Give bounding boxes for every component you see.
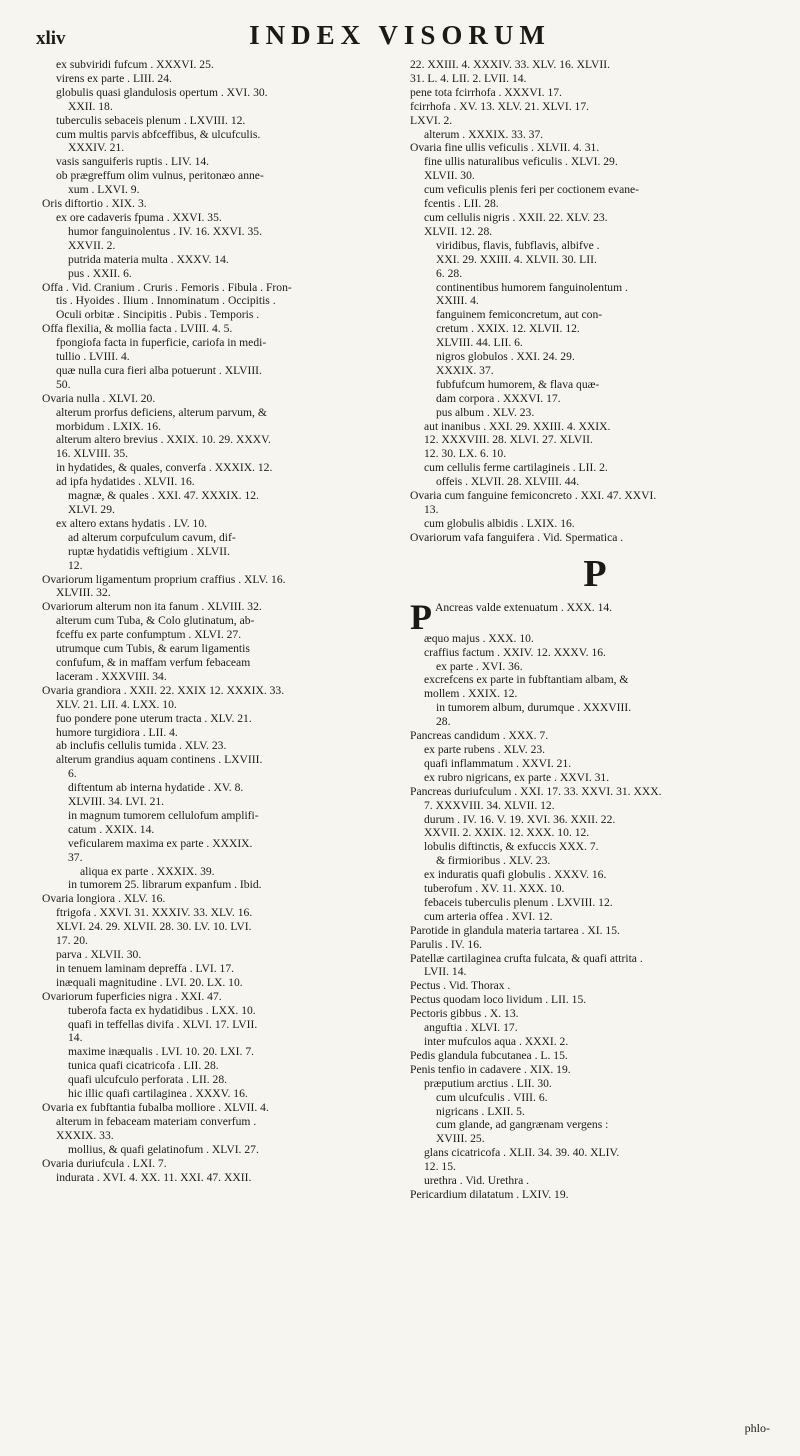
left-entry-line: ob prægreffum olim vulnus, peritonæo anne- (56, 169, 264, 183)
p-entry-line: Pedis glandula fubcutanea . L. 15. (410, 1048, 568, 1062)
left-entry-line: maxime inæqualis . LVI. 10. 20. LXI. 7. (68, 1045, 255, 1059)
right-entry-line: dam corpora . XXXVI. 17. (436, 391, 561, 405)
left-entry-line: alterum in febaceam materiam converfum . (56, 1114, 257, 1128)
left-entry-line: XLV. 21. LII. 4. LXX. 10. (56, 697, 177, 711)
p-entry-line: glans cicatricofa . XLII. 34. 39. 40. XLIV. (424, 1146, 620, 1160)
p-entry-line: excrefcens ex parte in fubftantiam albam, & (424, 673, 629, 687)
left-entry-line: XLVI. 24. 29. XLVII. 28. 30. LV. 10. LVI. (56, 920, 252, 934)
p-entry-line: nigricans . LXII. 5. (436, 1104, 525, 1118)
left-entry-line: alterum altero brevius . XXIX. 10. 29. XXXV. (56, 433, 271, 447)
drop-cap: P (410, 596, 432, 637)
left-entry-line: in hydatides, & quales, converfa . XXXIX. 12. (56, 461, 273, 475)
left-entry-line: mollius, & quafi gelatinofum . XLVI. 27. (68, 1142, 259, 1156)
left-entry-line: putrida materia multa . XXXV. 14. (68, 252, 229, 266)
left-entry-line: vasis sanguiferis ruptis . LIV. 14. (56, 155, 210, 169)
left-entry-line: ex ore cadaveris fpuma . XXVI. 35. (56, 210, 222, 224)
left-entry-line: indurata . XVI. 4. XX. 11. XXI. 47. XXII. (56, 1170, 252, 1184)
left-entry-line: Ovaria nulla . XLVI. 20. (42, 391, 156, 405)
p-entry-line: Pancreas candidum . XXX. 7. (410, 729, 549, 743)
p-entry-line: Parotide in glandula materia tartarea . XI. 15. (410, 923, 620, 937)
left-entry-line: globulis quasi glandulosis opertum . XVI. 30. (56, 85, 268, 99)
right-entry-line: fine ullis naturalibus veficulis . XLVI. 29. (424, 155, 618, 169)
left-entry-line: Offa . Vid. Cranium . Cruris . Femoris . Fibula . Fron- (42, 280, 292, 294)
left-entry-line: XXVII. 2. (68, 238, 116, 252)
right-entry-line: 13. (424, 503, 439, 516)
left-entry-line: laceram . XXXVIII. 34. (56, 669, 167, 683)
p-first-entry (410, 596, 780, 637)
right-entry-line: XLVIII. 44. LII. 6. (436, 336, 523, 350)
left-entry-line: pus . XXII. 6. (68, 266, 132, 280)
right-entry-line: 12. XXXVIII. 28. XLVI. 27. XLVII. (424, 433, 593, 447)
left-entry-line: inæquali magnitudine . LVI. 20. LX. 10. (56, 975, 243, 989)
left-entry-line: in tumorem 25. librarum expanfum . Ibid. (68, 878, 262, 892)
left-entry-line: tunica quafi cicatricofa . LII. 28. (68, 1059, 219, 1073)
running-header (28, 20, 772, 50)
p-entry-line: cum ulcufculis . VIII. 6. (436, 1090, 548, 1104)
left-entry-line: ab inclufis cellulis tumida . XLV. 23. (56, 739, 227, 753)
left-entry-line: hic illic quafi cartilaginea . XXXV. 16. (68, 1087, 248, 1101)
left-entry-line: ruptæ hydatidis veftigium . XLVII. (68, 544, 230, 558)
p-entry-line: tuberofum . XV. 11. XXX. 10. (424, 882, 565, 896)
left-entry-line: Ovariorum alterum non ita fanum . XLVIII. 32. (42, 600, 262, 614)
left-entry-line: humor fanguinolentus . IV. 16. XXVI. 35. (68, 224, 262, 238)
left-entry-line: 6. (68, 767, 77, 781)
section-p-entries (410, 632, 780, 1202)
left-entry-line: Ovariorum ligamentum proprium craffius . XLV. 16. (42, 572, 286, 586)
right-entry-line: cum veficulis plenis feri per coctionem evane- (424, 183, 640, 197)
p-entry-line: ex induratis quafi globulis . XXXV. 16. (424, 868, 607, 882)
left-entry-line: ex subviridi fufcum . XXXVI. 25. (56, 58, 214, 71)
p-entry-line: Patellæ cartilaginea crufta fulcata, & quafi attrita . (410, 951, 643, 965)
p-entry-line: Pancreas duriufculum . XXI. 17. 33. XXVI. 31. XXX. (410, 784, 662, 798)
p-entry-line: Pectus . Vid. Thorax . (410, 979, 511, 993)
p-entry-line: ex rubro nigricans, ex parte . XXVI. 31. (424, 770, 610, 784)
left-entry-line: alterum grandius aquam continens . LXVIII. (56, 753, 263, 767)
right-entry-line: cum cellulis ferme cartilagineis . LII. 2. (424, 461, 608, 475)
p-entry-line: ex parte . XVI. 36. (436, 659, 523, 673)
right-entry-line: Ovaria cum fanguine femiconcreto . XXI. 47. XXVI. (410, 489, 657, 503)
p-entry-line: febaceis tuberculis plenum . LXVIII. 12. (424, 895, 613, 909)
right-entry-line: LXVI. 2. (410, 113, 453, 127)
p-entry-line: XXVII. 2. XXIX. 12. XXX. 10. 12. (424, 826, 590, 840)
right-entry-line: fubfufcum humorem, & flava quæ- (436, 377, 600, 391)
right-entry-line: pus album . XLV. 23. (436, 405, 535, 419)
right-entry-line: Ovariorum vafa fanguifera . Vid. Spermatica . (410, 530, 624, 544)
left-entry-line: quafi in teffellas divifa . XLVI. 17. LVII. (68, 1017, 258, 1031)
left-entry-line: 17. 20. (56, 934, 88, 948)
left-entry-line: quæ nulla cura fieri alba potuerunt . XLVIII. (56, 363, 262, 377)
right-entry-line: 6. 28. (436, 266, 463, 280)
p-entry-line: Pectoris gibbus . X. 13. (410, 1007, 519, 1021)
right-entry-line: 22. XXIII. 4. XXXIV. 33. XLV. 16. XLVII. (410, 58, 610, 71)
right-entry-line: continentibus humorem fanguinolentum . (436, 280, 628, 294)
p-entry-line: Penis tenfio in cadavere . XIX. 19. (410, 1062, 571, 1076)
ovaria-continuation (410, 58, 780, 545)
left-entry-line: XXII. 18. (68, 99, 113, 113)
left-entry-line: fuo pondere pone uterum tracta . XLV. 21. (56, 711, 252, 725)
left-entry-line: 14. (68, 1031, 83, 1045)
left-entry-line: XXXIV. 21. (68, 141, 125, 155)
left-entry-line: Ovaria grandiora . XXII. 22. XXIX 12. XXXIX. 33. (42, 683, 285, 697)
p-entry-line: æquo majus . XXX. 10. (424, 631, 534, 645)
p-entry-line: XVIII. 25. (436, 1132, 485, 1146)
left-entry-line: Oris diftortio . XIX. 3. (42, 197, 147, 211)
left-column (42, 58, 412, 1184)
left-entry-line: Offa flexilia, & mollia facta . LVIII. 4. 5. (42, 322, 233, 336)
p-entry-line: LVII. 14. (424, 965, 467, 979)
p-entry-line: in tumorem album, durumque . XXXVIII. (436, 701, 632, 715)
left-entry-line: morbidum . LXIX. 16. (56, 419, 161, 433)
right-entry-line: XXXIX. 37. (436, 363, 494, 377)
right-entry-line: nigros globulos . XXI. 24. 29. (436, 350, 575, 364)
left-entry-line: cum multis parvis abfceffibus, & ulcufculis. (56, 127, 261, 141)
left-entry-line: Ovaria longiora . XLV. 16. (42, 892, 166, 906)
right-entry-line: fcirrhofa . XV. 13. XLV. 21. XLVI. 17. (410, 99, 590, 113)
left-entry-line: magnæ, & quales . XXI. 47. XXXIX. 12. (68, 489, 259, 503)
section-letter: P (583, 552, 607, 595)
right-entry-line: XLVII. 30. (424, 169, 475, 183)
right-entry-line: 31. L. 4. LII. 2. LVII. 14. (410, 71, 527, 85)
right-entry-line: fcentis . LII. 28. (424, 197, 499, 211)
p-entry-line: 28. (436, 715, 451, 729)
right-entry-line: XLVII. 12. 28. (424, 224, 493, 238)
p-entry-line: Parulis . IV. 16. (410, 937, 482, 951)
left-entry-line: utrumque cum Tubis, & earum ligamentis (56, 642, 250, 656)
left-entry-line: aliqua ex parte . XXXIX. 39. (80, 864, 215, 878)
left-entry-line: Ovariorum fuperficies nigra . XXI. 47. (42, 989, 222, 1003)
left-entry-line: confufum, & in maffam verfum febaceam (56, 655, 251, 669)
p-entry-line: 12. 15. (424, 1160, 456, 1174)
left-entry-line: tis . Hyoides . Ilium . Innominatum . Occipitis . (56, 294, 276, 308)
p-entry-line: urethra . Vid. Urethra . (424, 1174, 530, 1188)
left-entry-line: diftentum ab interna hydatide . XV. 8. (68, 781, 244, 795)
left-entry-line: Ovaria duriufcula . LXI. 7. (42, 1156, 167, 1170)
left-entry-line: virens ex parte . LIII. 24. (56, 71, 172, 85)
left-entry-line: Oculi orbitæ . Sincipitis . Pubis . Temporis . (56, 308, 260, 322)
page-number: xliv (36, 28, 66, 49)
left-entry-line: ad alterum corpufculum cavum, dif- (68, 530, 236, 544)
right-entry-line: offeis . XLVII. 28. XLVIII. 44. (436, 475, 580, 489)
p-entry-line: 7. XXXVIII. 34. XLVII. 12. (424, 798, 555, 812)
left-entry-line: XLVIII. 34. LVI. 21. (68, 795, 165, 809)
right-entry-line: fanguinem femiconcretum, aut con- (436, 308, 603, 322)
left-entry-line: ad ipfa hydatides . XLVII. 16. (56, 475, 195, 489)
left-entry-line: tullio . LVIII. 4. (56, 350, 130, 364)
right-entry-line: alterum . XXXIX. 33. 37. (424, 127, 544, 141)
left-entry-line: XLVIII. 32. (56, 586, 111, 600)
p-entry-line: cum arteria offea . XVI. 12. (424, 909, 553, 923)
right-entry-line: XXI. 29. XXIII. 4. XLVII. 30. LII. (436, 252, 597, 266)
left-entry-line: ex altero extans hydatis . LV. 10. (56, 516, 208, 530)
left-entry-line: alterum prorfus deficiens, alterum parvum, & (56, 405, 267, 419)
p-entry-line: ex parte rubens . XLV. 23. (424, 742, 546, 756)
left-entry-line: xum . LXVI. 9. (68, 183, 140, 197)
right-entry-line: pene tota fcirrhofa . XXXVI. 17. (410, 85, 562, 99)
right-entry-line: cum cellulis nigris . XXII. 22. XLV. 23. (424, 210, 608, 224)
right-entry-line: cum globulis albidis . LXIX. 16. (424, 516, 575, 530)
left-entry-line: veficularem maxima ex parte . XXXIX. (68, 836, 253, 850)
right-entry-line: Ovaria fine ullis veficulis . XLVII. 4. 31. (410, 141, 600, 155)
p-entry-line: anguftia . XLVI. 17. (424, 1021, 518, 1035)
left-entry-line: XLVI. 29. (68, 503, 115, 516)
left-entry-line: alterum cum Tuba, & Colo glutinatum, ab- (56, 614, 255, 628)
right-entry-line: 12. 30. LX. 6. 10. (424, 447, 507, 461)
right-entry-line: aut inanibus . XXI. 29. XXIII. 4. XXIX. (424, 419, 611, 433)
left-entry-line: 50. (56, 377, 71, 391)
p-entry-line: inter mufculos aqua . XXXI. 2. (424, 1035, 569, 1048)
right-entry-line: cretum . XXIX. 12. XLVII. 12. (436, 322, 580, 336)
left-entry-line: 12. (68, 558, 83, 572)
p-entry-line: & firmioribus . XLV. 23. (436, 854, 551, 868)
p-entry-line: lobulis diftinctis, & exfuccis XXX. 7. (424, 840, 599, 854)
right-column (410, 58, 780, 1202)
left-entry-line: Ovaria ex fubftantia fubalba molliore . XLVII. 4. (42, 1100, 269, 1114)
running-title: INDEX VISORUM (249, 20, 551, 50)
p-entry-line: præputium arctius . LII. 30. (424, 1076, 552, 1090)
left-entry-line: ftrigofa . XXVI. 31. XXXIV. 33. XLV. 16. (56, 906, 253, 920)
left-entry-line: tuberculis sebaceis plenum . LXVIII. 12. (56, 113, 246, 127)
left-entry-line: parva . XLVII. 30. (56, 948, 142, 961)
left-entry-line: quafi ulcufculo perforata . LII. 28. (68, 1073, 228, 1087)
left-entry-line: fpongiofa facta in fuperficie, cariofa in medi- (56, 336, 267, 350)
left-entry-line: tuberofa facta ex hydatidibus . LXX. 10. (68, 1003, 256, 1017)
p-first-entry-text: Ancreas valde extenuatum . XXX. 14. (435, 600, 613, 614)
left-entry-line: humore turgidiora . LII. 4. (56, 725, 178, 739)
p-entry-line: durum . IV. 16. V. 19. XVI. 36. XXII. 22. (424, 812, 616, 826)
catchword: phlo- (744, 1421, 770, 1435)
left-entry-line: XXXIX. 33. (56, 1128, 114, 1142)
right-entry-line: viridibus, flavis, fubflavis, albifve . (436, 238, 600, 252)
left-entry-line: in tenuem laminam depreffa . LVI. 17. (56, 961, 235, 975)
p-entry-line: quafi inflammatum . XXVI. 21. (424, 756, 572, 770)
left-entry-line: fceffu ex parte confumptum . XLVI. 27. (56, 628, 242, 642)
p-entry-line: cum glande, ad gangrænam vergens : (436, 1118, 609, 1132)
p-entry-line: craffius factum . XXIV. 12. XXXV. 16. (424, 645, 606, 659)
p-entry-line: Pericardium dilatatum . LXIV. 19. (410, 1187, 569, 1201)
p-entry-line: mollem . XXIX. 12. (424, 687, 518, 701)
left-entry-line: catum . XXIX. 14. (68, 822, 155, 836)
right-entry-line: XXIII. 4. (436, 294, 479, 308)
p-entry-line: Pectus quodam loco lividum . LII. 15. (410, 993, 587, 1007)
left-entry-line: 37. (68, 850, 83, 864)
left-entry-line: 16. XLVIII. 35. (56, 447, 129, 461)
left-entry-line: in magnum tumorem cellulofum amplifi- (68, 808, 259, 822)
